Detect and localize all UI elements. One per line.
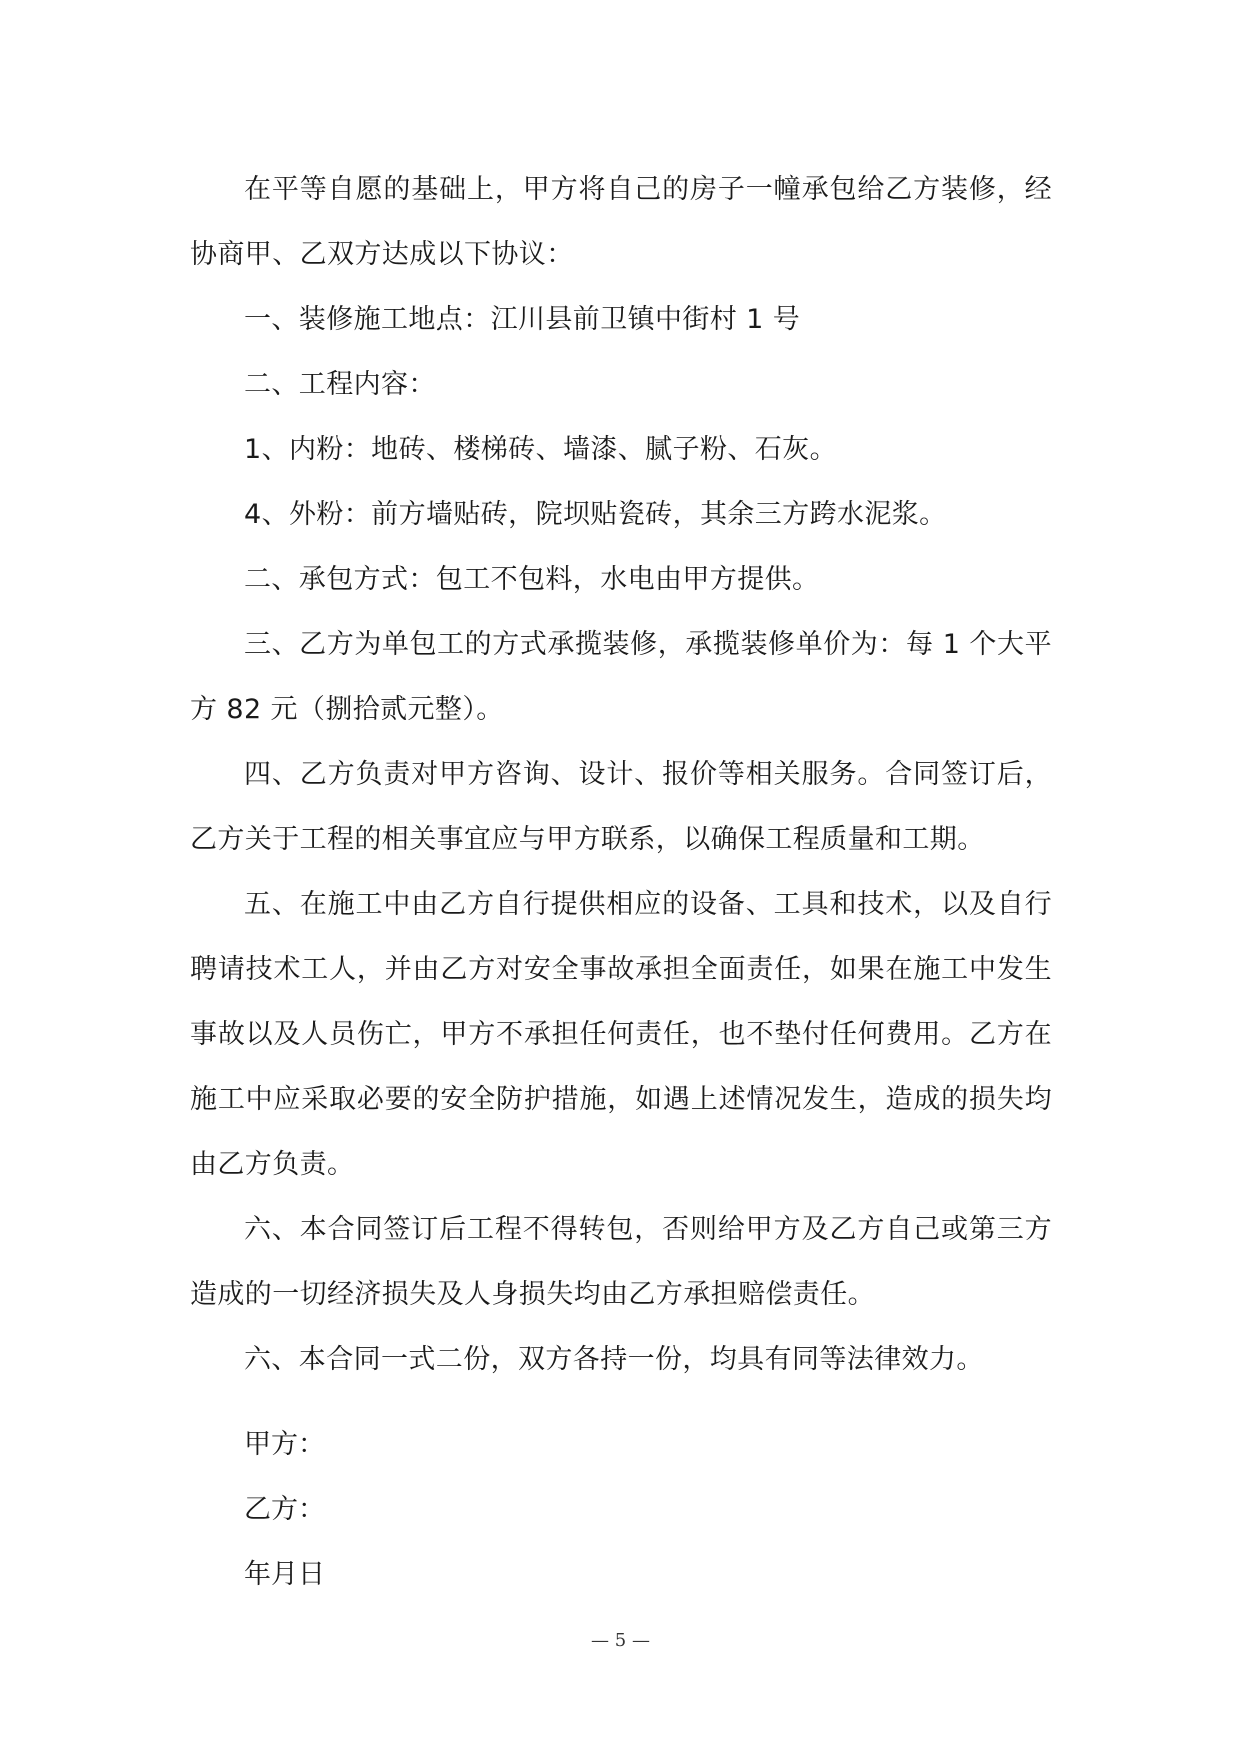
paragraph-exterior-work: 4、外粉：前方墙贴砖，院坝贴瓷砖，其余三方跨水泥浆。 [244, 499, 947, 530]
party-b-label: 乙方： [244, 1494, 325, 1525]
paragraph-interior-work: 1、内粉：地砖、楼梯砖、墙漆、腻子粉、石灰。 [244, 434, 837, 465]
contract-body [190, 157, 1052, 1392]
paragraph-copies: 六、本合同一式二份，双方各持一份，均具有同等法律效力。 [244, 1344, 984, 1375]
signature-block [190, 1412, 1052, 1607]
paragraph-scope-heading: 二、工程内容： [244, 369, 436, 400]
paragraph-unit-price: 三、乙方为单包工的方式承揽装修，承揽装修单价为：每 1 个大平方 82 元（捌拾贰元整）。 [190, 629, 1052, 725]
paragraph-services: 四、乙方负责对甲方咨询、设计、报价等相关服务。合同签订后，乙方关于工程的相关事宜应与甲方联系，以确保工程质量和工期。 [190, 759, 1052, 855]
paragraph-intro: 在平等自愿的基础上，甲方将自己的房子一幢承包给乙方装修，经协商甲、乙双方达成以下协议： [190, 174, 1052, 270]
paragraph-no-subcontract: 六、本合同签订后工程不得转包，否则给甲方及乙方自己或第三方造成的一切经济损失及人身损失均由乙方承担赔偿责任。 [190, 1214, 1052, 1310]
paragraph-contract-method: 二、承包方式：包工不包料，水电由甲方提供。 [244, 564, 820, 595]
paragraph-safety: 五、在施工中由乙方自行提供相应的设备、工具和技术，以及自行聘请技术工人，并由乙方对安全事故承担全面责任，如果在施工中发生事故以及人员伤亡，甲方不承担任何责任，也不垫付任何费用。乙方在施工中应采取必要的安全防护措施，如遇上述情况发生，造成的损失均由乙方负责。 [190, 889, 1052, 1180]
page-number: — 5 — [591, 1630, 650, 1651]
date-label: 年月日 [244, 1559, 325, 1590]
party-a-label: 甲方： [244, 1429, 325, 1460]
paragraph-location: 一、装修施工地点：江川县前卫镇中街村 1 号 [244, 304, 801, 335]
